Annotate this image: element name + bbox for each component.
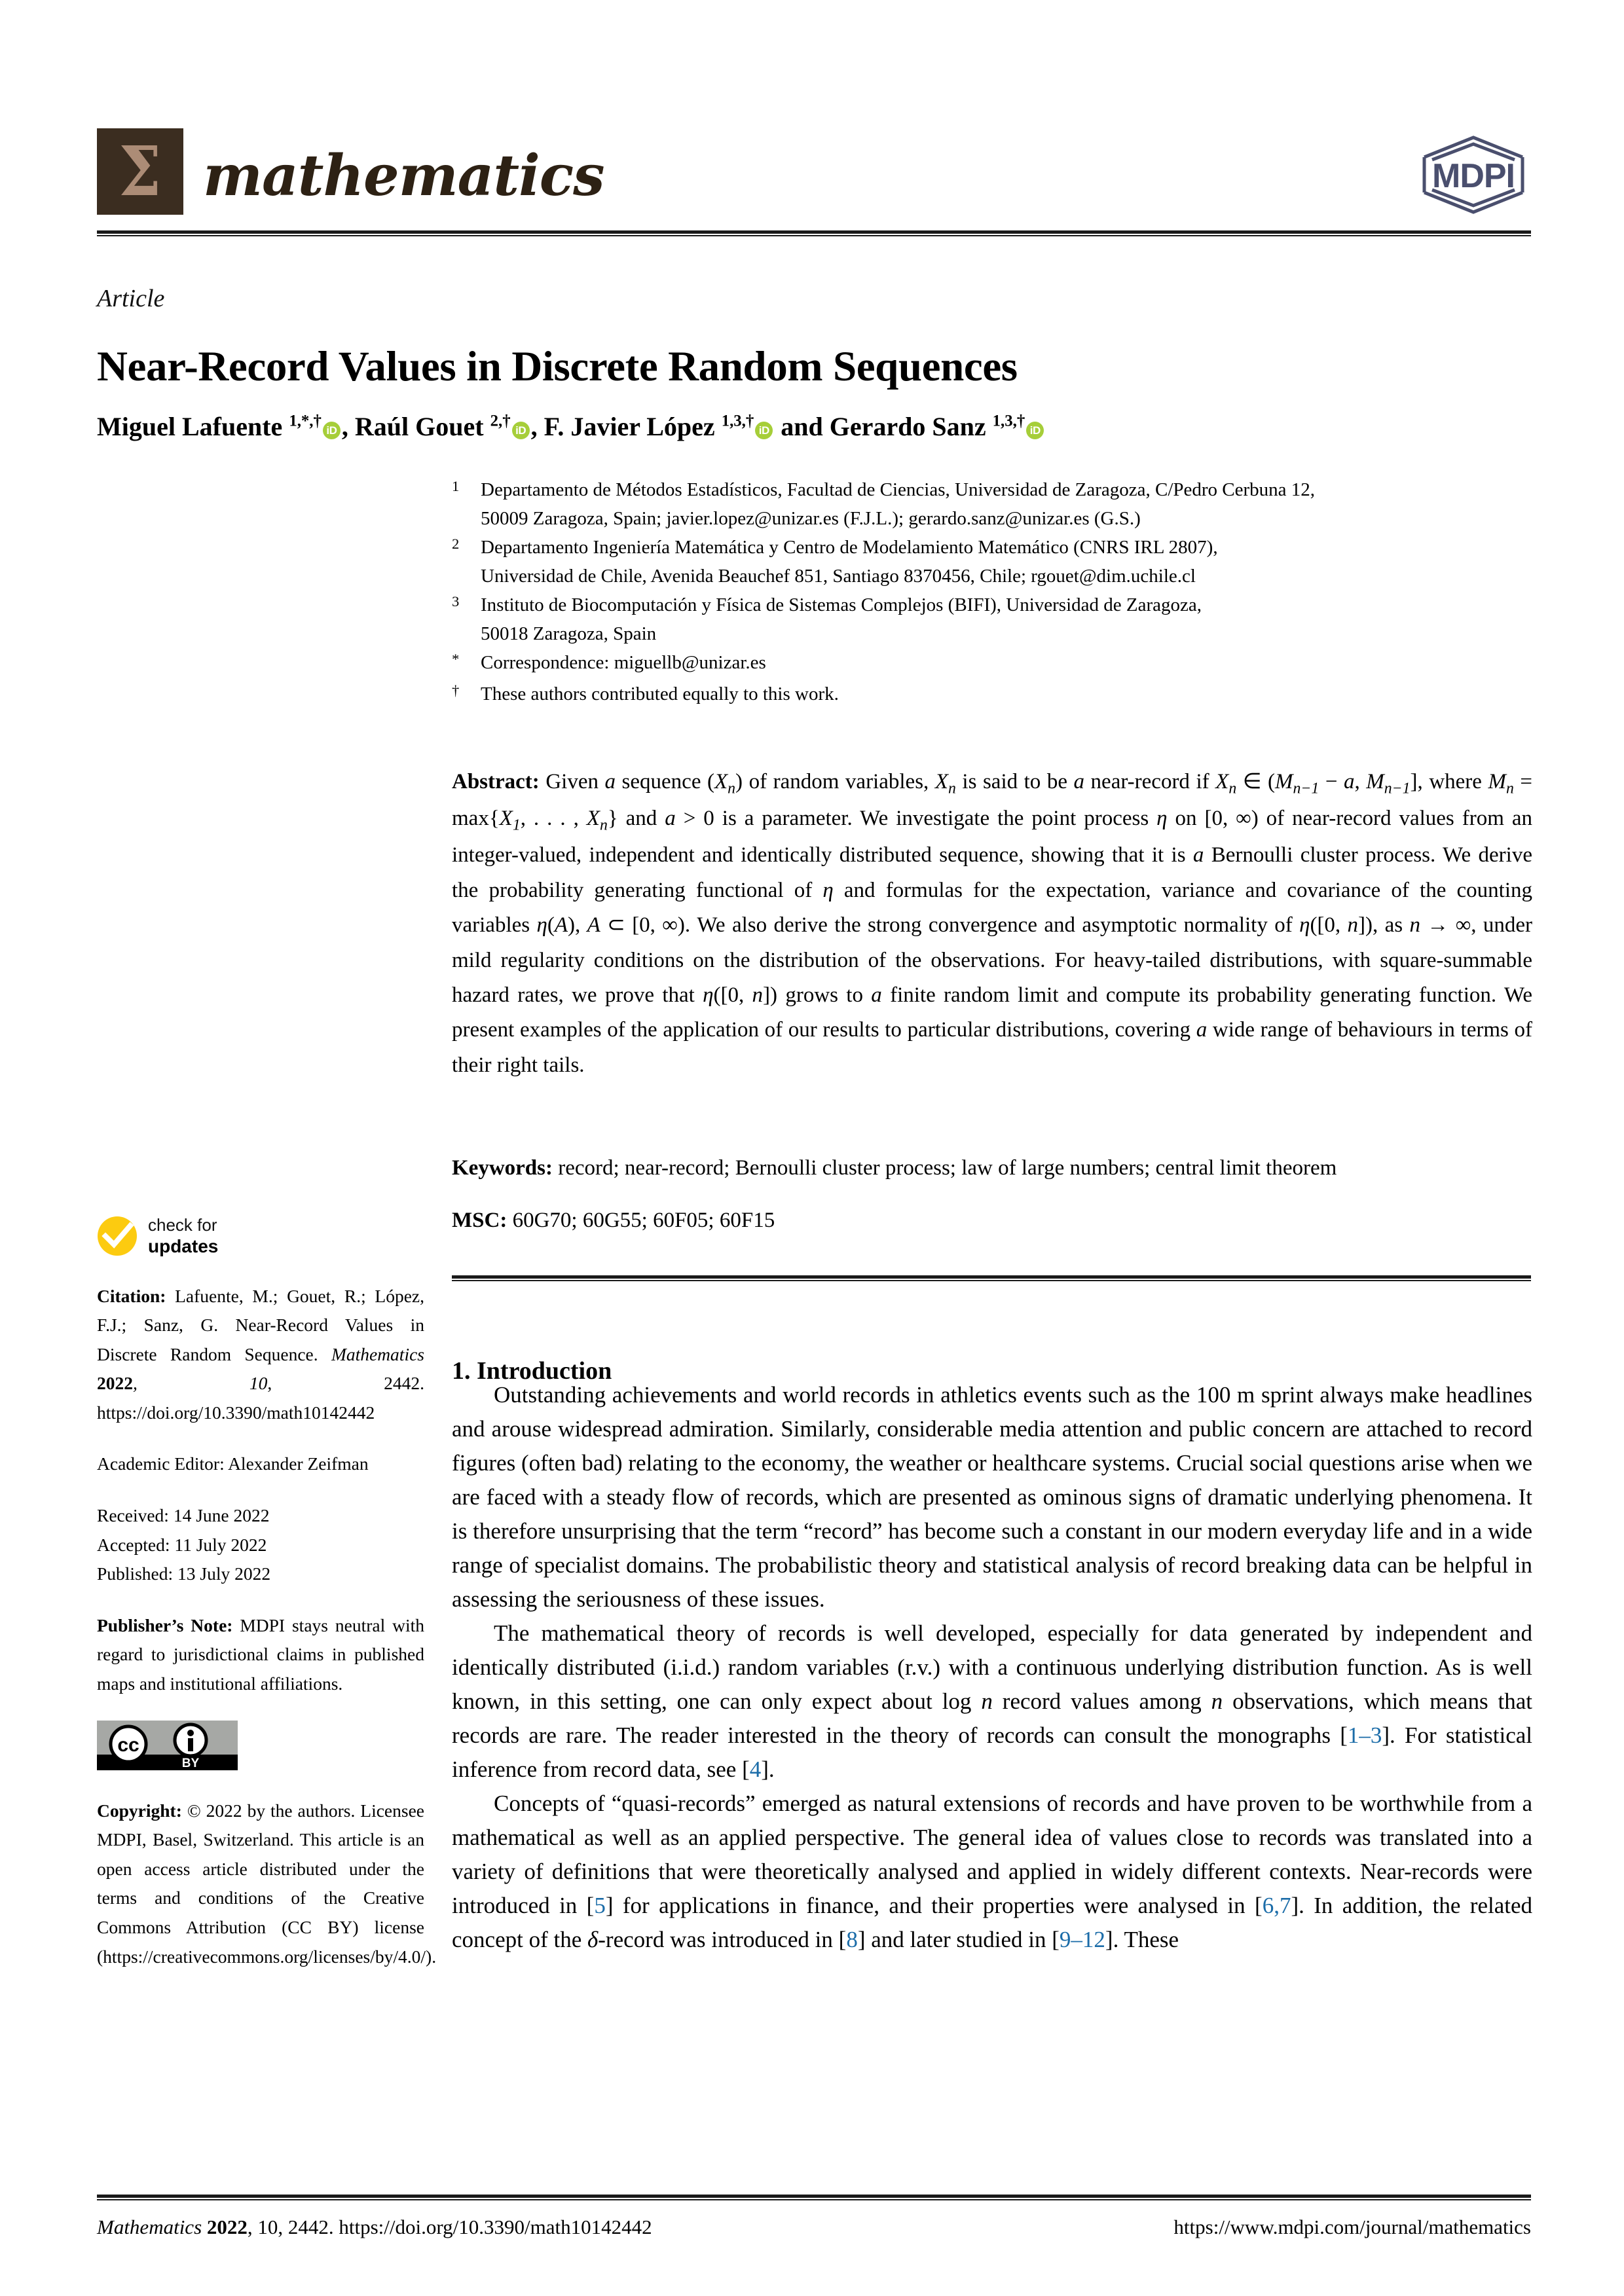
author-name: Miguel Lafuente — [97, 412, 289, 441]
affiliation-row — [452, 591, 1532, 648]
affiliation-text: Departamento de Métodos Estadísticos, Facultad de Ciencias, Universidad de Zaragoza, C/Pedro Cerbuna 12, 50009 Zaragoza, Spain; javier.lopez@unizar.es (F.J.L.); gerardo.sanz@unizar.es (G.S.) — [481, 479, 1316, 530]
citation-journal: Mathematics — [331, 1343, 424, 1364]
citation-article-no: 2442. — [384, 1373, 424, 1394]
sidebar — [97, 1215, 437, 1994]
citation-ref[interactable]: 9–12 — [1059, 1926, 1105, 1952]
sigma-logo-icon — [97, 128, 183, 215]
copyright-label: Copyright: — [97, 1800, 182, 1821]
publishers-note-label: Publisher’s Note: — [97, 1614, 233, 1635]
author-name: Raúl Gouet — [354, 412, 490, 441]
footer-rest: , 10, 2442. https://doi.org/10.3390/math10142442 — [247, 2215, 652, 2238]
page-title: Near-Record Values in Discrete Random Sequences — [97, 342, 1018, 390]
page-footer — [97, 2214, 1531, 2240]
author-affiliation-marks: 1,3,† — [721, 412, 754, 430]
check-circle-icon — [97, 1216, 138, 1256]
sigma-glyph: Σ — [119, 131, 162, 211]
orcid-icon[interactable]: iD — [323, 422, 341, 439]
publication-date: Accepted: 11 July 2022 — [97, 1534, 267, 1555]
copyright-text: © 2022 by the authors. Licensee MDPI, Basel, Switzerland. This article is an open access article distributed under the terms and conditions of the Creative Commons Attribution (CC BY) license (https://creativecommons.org/licenses/by/4.0/). — [97, 1800, 437, 1967]
citation-ref[interactable]: 5 — [594, 1892, 606, 1918]
abstract-text: Given a sequence $(X_n)$ of random variables, $X_n$ is said to be a near-record if $X_n$ ∈ ($M_{n-1} - a$, $M_{n-1}$], where $M_n = \max\{X_1$, . . . , $X_n$} and a > 0 is a parameter. We investigate the point process η on [0, ∞) of near-record values from an integer-valued, independent and identically distributed sequence, showing that it is a Bernoulli cluster process. We derive the probability generating functional of η and formulas for the expectation, variance and covariance of the counting variables η(A), A ⊂ [0, ∞). We also derive the strong convergence and asymptotic normality of η([0, n]), as n → ∞, under mild regularity conditions on the distribution of the observations. For heavy-tailed distributions, with square-summable hazard rates, we prove that η([0, n]) grows to a finite random limit and compute its probability generating function. We present examples of the application of our results to particular distributions, covering a wide range of behaviours in terms of their right tails. — [452, 770, 1533, 1077]
affiliation-text: Departamento Ingeniería Matemática y Centro de Modelamiento Matemático (CNRS IRL 2807), Universidad de Chile, Avenida Beauchef 851, Santiago 8370456, Chile; rgouet@dim.uchile.cl — [481, 537, 1218, 587]
footer-year: 2022 — [206, 2215, 248, 2238]
affiliation-text: Correspondence: miguellb@unizar.es — [481, 652, 766, 674]
header-rule — [97, 230, 1531, 236]
section-heading-introduction: 1. Introduction — [452, 1357, 612, 1385]
author-name: F. Javier López — [544, 412, 722, 441]
cfu-line-1: check for — [148, 1215, 217, 1235]
svg-text:BY: BY — [181, 1757, 200, 1771]
mdpi-logo-icon[interactable] — [1416, 132, 1531, 217]
creative-commons-by-icon[interactable] — [97, 1721, 238, 1770]
copyright-block — [97, 1796, 437, 1971]
citation-text: Lafuente, M.; Gouet, R.; López, F.J.; Sanz, G. Near-Record Values in Discrete Random Sequence. — [97, 1285, 424, 1364]
affiliations-block — [452, 475, 1532, 711]
publication-date: Published: 13 July 2022 — [97, 1563, 271, 1584]
msc-block — [452, 1203, 1532, 1238]
affiliation-mark: † — [452, 682, 460, 699]
orcid-icon[interactable]: iD — [1026, 422, 1044, 439]
citation-doi[interactable]: https://doi.org/10.3390/math10142442 — [97, 1402, 375, 1423]
keywords-block — [452, 1151, 1532, 1186]
publishers-note-text: MDPI stays neutral with regard to jurisdictional claims in published maps and institutional affiliations. — [97, 1614, 424, 1694]
author-list: Miguel Lafuente $^{1,*,\dagger}$iD , Raúl Gouet $^{2,\dagger}$iD , F. Javier López $^{1,3,\dagger}$iD and Gerardo Sanz $^{1,3,\dagger}$iD — [97, 409, 1524, 445]
journal-brand[interactable] — [97, 128, 604, 215]
publication-dates — [97, 1501, 424, 1589]
journal-title: mathematics — [203, 143, 604, 209]
footer-citation — [97, 2214, 652, 2240]
citation-year: 2022 — [97, 1373, 133, 1394]
publication-date: Received: 14 June 2022 — [97, 1504, 270, 1525]
citation-ref[interactable]: 1–3 — [1347, 1722, 1382, 1748]
body-paragraph: The mathematical theory of records is well developed, especially for data generated by independent and identically distributed (i.i.d.) random variables (r.v.) with a continuous underlying distribution function. As is well known, in this setting, one can only expect about log n record values among n observations, which means that records are rare. The reader interested in the theory of records can consult the monographs [1–3]. For statistical inference from record data, see [4]. — [452, 1620, 1533, 1782]
author-affiliation-marks: 1,*,† — [289, 412, 322, 430]
affiliation-text: These authors contributed equally to this work. — [481, 683, 839, 705]
footer-rule — [97, 2195, 1531, 2200]
academic-editor: Academic Editor: Alexander Zeifman — [97, 1453, 369, 1474]
affiliation-mark: 1 — [452, 478, 460, 494]
masthead — [97, 128, 1531, 227]
affiliation-row — [452, 475, 1532, 533]
affiliation-mark: 2 — [452, 536, 460, 553]
check-for-updates-badge[interactable] — [97, 1215, 424, 1257]
keywords-text: record; near-record; Bernoulli cluster process; law of large numbers; central limit theorem — [558, 1156, 1337, 1180]
body-paragraph: Outstanding achievements and world records in athletics events such as the 100 m sprint always make headlines and arouse widespread admiration. Similarly, considerable media attention and public concern are attached to record figures (often bad) relating to the economy, the weather or healthcare systems. Crucial social questions arise when we are faced with a steady flow of records, which are presented as ominous signs of dramatic underlying phenomena. It is therefore unsurprising that the term “record” has become such a constant in our modern everyday life and in a wide range of specialist domains. The probabilistic theory and statistical analysis of record breaking data can be helpful in assessing the seriousness of these issues. — [452, 1382, 1532, 1612]
citation-label: Citation: — [97, 1285, 166, 1306]
affiliation-row — [452, 648, 1532, 680]
check-for-updates-text — [148, 1215, 218, 1257]
affiliation-row — [452, 533, 1532, 591]
msc-label: MSC: — [452, 1209, 507, 1232]
svg-text:cc: cc — [117, 1734, 139, 1757]
abstract-block — [452, 765, 1532, 1083]
citation-volume: 10 — [249, 1373, 268, 1394]
citation-ref[interactable]: 8 — [846, 1926, 858, 1952]
author-affiliation-marks: 2,† — [490, 412, 511, 430]
footer-journal-url[interactable]: https://www.mdpi.com/journal/mathematics — [1173, 2215, 1531, 2238]
publishers-note — [97, 1611, 424, 1699]
affiliation-mark: 3 — [452, 593, 460, 610]
svg-text:MDPI: MDPI — [1432, 157, 1515, 195]
article-type-kicker: Article — [97, 285, 165, 312]
citation-ref[interactable]: 4 — [749, 1756, 762, 1782]
author-name: Gerardo Sanz — [829, 412, 993, 441]
affiliation-row — [452, 680, 1532, 711]
msc-text: 60G70; 60G55; 60F05; 60F15 — [512, 1209, 775, 1232]
footer-journal: Mathematics — [97, 2215, 202, 2238]
author-affiliation-marks: 1,3,† — [992, 412, 1025, 430]
body-paragraph: Concepts of “quasi-records” emerged as natural extensions of records and have proven to be worthwhile from a mathematical as well as an applied perspective. The general idea of values close to records was translated into a variety of definitions that were theoretically analysed and applied in widely different contexts. Near-records were introduced in [5] for applications in finance, and their properties were analysed in [6,7]. In addition, the related concept of the δ-record was introduced in [8] and later studied in [9–12]. These — [452, 1790, 1532, 1952]
orcid-icon[interactable]: iD — [512, 422, 530, 439]
orcid-icon[interactable]: iD — [755, 422, 773, 439]
cfu-line-2: updates — [148, 1235, 219, 1256]
affiliation-mark: * — [452, 651, 460, 668]
citation-block: Citation: Lafuente, M.; Gouet, R.; López, F.J.; Sanz, G. Near-Record Values in Discrete Random Sequence. Mathematics 2022, 10, 2442. https://doi.org/10.3390/math10142442 — [97, 1285, 424, 1423]
keywords-label: Keywords: — [452, 1156, 553, 1180]
body-column — [452, 1378, 1532, 1956]
abstract-label: Abstract: — [452, 770, 540, 793]
abstract-rule — [452, 1275, 1531, 1281]
affiliation-text: Instituto de Biocomputación y Física de Sistemas Complejos (BIFI), Universidad de Zaragoza, 50018 Zaragoza, Spain — [481, 594, 1202, 645]
citation-ref[interactable]: 6,7 — [1262, 1892, 1291, 1918]
